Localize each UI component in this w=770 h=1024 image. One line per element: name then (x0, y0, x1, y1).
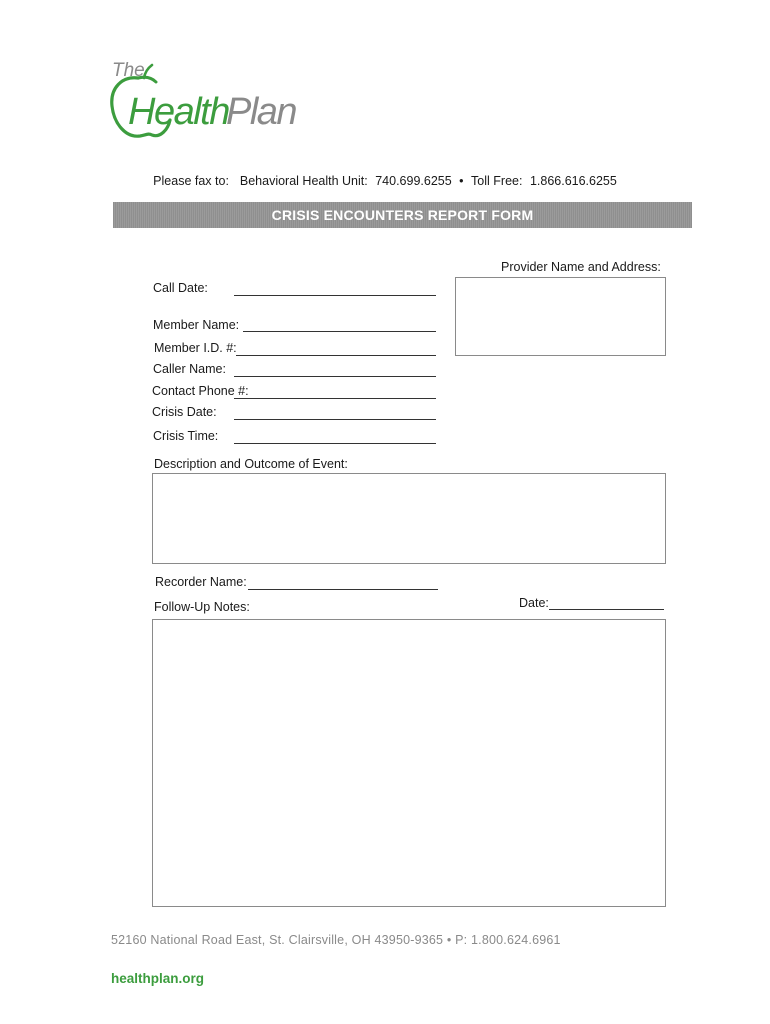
fax-prefix: Please fax to: (153, 174, 229, 188)
recorder-name-field[interactable] (248, 589, 438, 590)
member-name-label: Member Name: (153, 318, 240, 332)
fax-instructions (0, 174, 770, 188)
fax-tollfree-label: Toll Free: (471, 174, 523, 188)
crisis-date-label: Crisis Date: (152, 405, 217, 419)
logo-the: The (112, 60, 145, 81)
contact-phone-field[interactable] (234, 398, 436, 399)
caller-name-field[interactable] (234, 376, 436, 377)
crisis-time-field[interactable] (234, 443, 436, 444)
fax-tollfree-phone: 1.866.616.6255 (529, 174, 617, 188)
logo-health: Health (128, 91, 229, 133)
footer-website[interactable]: healthplan.org (111, 971, 205, 986)
crisis-time-label: Crisis Time: (153, 429, 219, 443)
description-label: Description and Outcome of Event: (154, 457, 348, 471)
provider-field[interactable] (455, 277, 666, 356)
description-field[interactable] (152, 473, 666, 564)
caller-name-label: Caller Name: (153, 362, 226, 376)
fax-unit-phone: 740.699.6255 (375, 174, 452, 188)
date-label: Date: (519, 596, 549, 610)
call-date-label: Call Date: (153, 281, 208, 295)
member-name-field[interactable] (243, 331, 436, 332)
call-date-field[interactable] (234, 295, 436, 296)
fax-bullet: • (459, 174, 464, 188)
provider-label: Provider Name and Address: (501, 260, 661, 274)
health-plan-logo (108, 56, 308, 142)
date-field[interactable] (549, 609, 664, 610)
form-title-banner: CRISIS ENCOUNTERS REPORT FORM (113, 202, 692, 228)
fax-unit: Behavioral Health Unit: (239, 174, 368, 188)
followup-notes-field[interactable] (152, 619, 666, 907)
recorder-name-label: Recorder Name: (155, 575, 247, 589)
crisis-date-field[interactable] (234, 419, 436, 420)
footer-address: 52160 National Road East, St. Clairsville, OH 43950-9365 • P: 1.800.624.6961 (111, 933, 561, 947)
member-id-field[interactable] (236, 355, 436, 356)
contact-phone-label: Contact Phone #: (152, 384, 249, 398)
followup-label: Follow-Up Notes: (154, 600, 250, 614)
logo-plan: Plan (226, 91, 297, 133)
apple-logo-icon (108, 56, 308, 142)
member-id-label: Member I.D. #: (154, 341, 237, 355)
